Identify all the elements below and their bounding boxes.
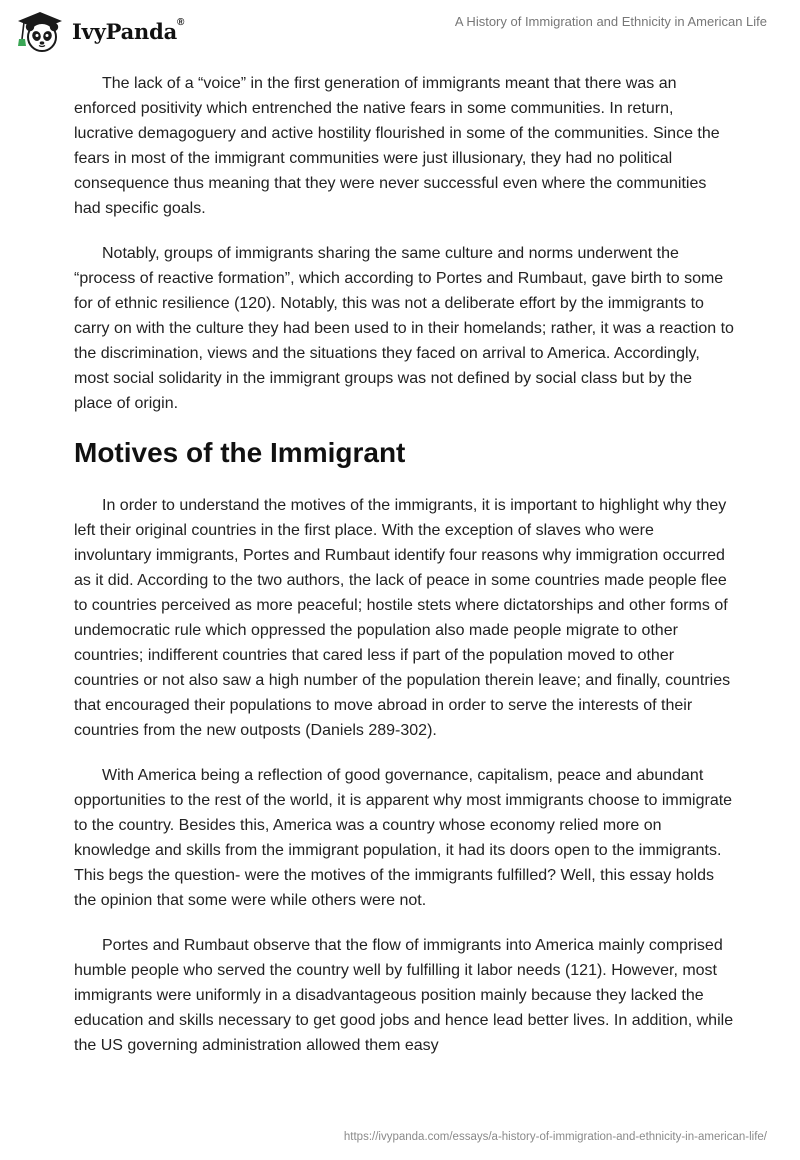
page-header [0,0,800,60]
paragraph: Portes and Rumbaut observe that the flow of immigrants into America mainly comprised humble people who served the country well by fulfilling it labor needs (121). However, most immigrants were uniformly in a disadvantageous position mainly because they lacked the education and skills necessary to get good jobs and hence lead better lives. In addition, while the US governing administration allowed them easy [74,937,734,1054]
section-heading: Motives of the Immigrant [74,437,406,468]
paragraph: Notably, groups of immigrants sharing the same culture and norms underwent the “process of reactive formation”, which according to Portes and Rumbaut, gave birth to some for of ethnic resilience (120). Notably, this was not a deliberate effort by the immigrants to carry on with the culture they had been used to in their homelands; rather, it was a reaction to the discrimination, views and the situations they faced on arrival to America. Accordingly, most social solidarity in the immigrant groups was not defined by social class but by the place of origin. [74,245,734,412]
essay-body [74,71,734,1078]
brand-name: IvyPanda® [72,16,185,44]
ivypanda-logo[interactable] [14,9,184,53]
paragraph: With America being a reflection of good governance, capitalism, peace and abundant opportunities to the rest of the world, it is apparent why most immigrants choose to immigrate to the country. Besides this, America was a country whose economy relied more on knowledge and skills from the immigrant population, it had its doors open to the immigrants. This begs the question- were the motives of the immigrants fulfilled? Well, this essay holds the opinion that some were while others were not. [74,767,733,909]
paragraph: The lack of a “voice” in the first generation of immigrants meant that there was an enforced positivity which entrenched the native fears in some communities. In return, lucrative demagoguery and active hostility flourished in some of the communities. Since the fears in most of the immigrant communities were just illusionary, they had no political consequence thus meaning that they were never successful even where the communities had specific goals. [74,75,720,217]
document-title: A History of Immigration and Ethnicity in American Life [454,14,767,29]
source-url[interactable]: https://ivypanda.com/essays/a-history-of-immigration-and-ethnicity-in-american-life/ [343,1131,767,1143]
paragraph: In order to understand the motives of the immigrants, it is important to highlight why they left their original countries in the first place. With the exception of slaves who were involuntary immigrants, Portes and Rumbaut identify four reasons why immigration occurred as it did. According to the two authors, the lack of peace in some countries made people flee to countries perceived as more peaceful; hostile stets where dictatorships and other forms of undemocratic rule which oppressed the population also made people migrate to other countries; indifferent countries that cared less if part of the population moved to other countries or not also saw a high number of the population therein leave; and finally, countries that encouraged their populations to move abroad in order to serve the interests of their countries from the new outposts (Daniels 289-302). [74,497,731,739]
registered-mark: ® [177,16,185,28]
panda-graduation-cap-icon [14,9,66,53]
